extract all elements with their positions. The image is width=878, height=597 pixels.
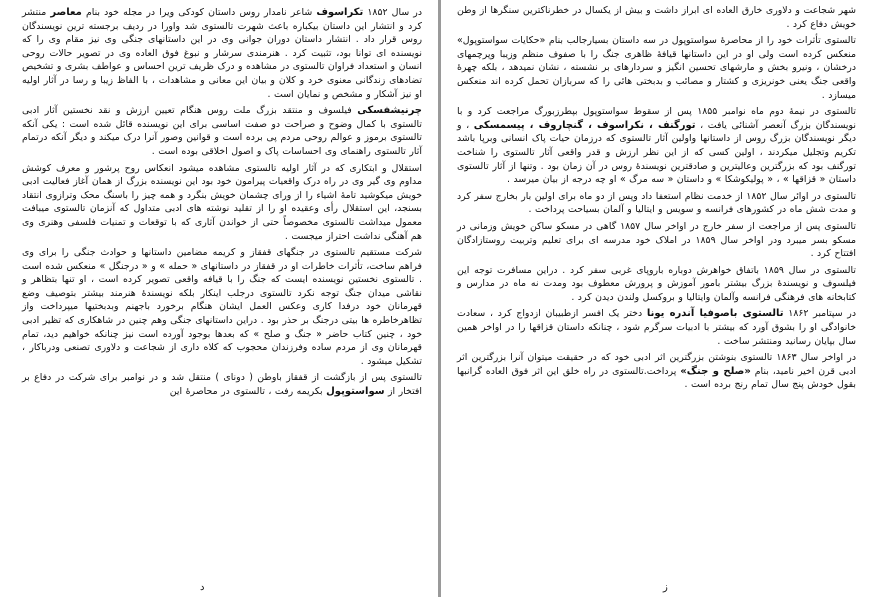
bold-term: چرنیشفسکی [357, 105, 422, 117]
text-run: تالستوی تأثرات خود را از محاصرهٔ سواستوپول در سه داستان بسیارجالب بنام «حکایات سواستوپول» منعکس کرده است ولی او در این داستانها قیافهٔ ظاهری جنگ را با صفوف منظم وزیبا وپرچمهای درخشان ، ونیرو بخش و مارشهای تحسین انگیز و سردارهای بر نشسته ، نشان نمیدهد ، بلکه چهرهٔ واقعی جنگ یعنی خونریزی و کشتار و مصائب و بدبختی هائی را که سربازان تحمل کرده اند منعکس میسازد . [457, 35, 856, 101]
text-run: منتشر کرد و انتشار این داستان بیکباره باعث شهرت تالستوی شد واورا در ردیف برجسته ترین نویسندگان روس قرار داد . انتشار داستان دوران جوانی وی در این داستانهای جنگی وی نیز مقام وی را که نویسنده ای توانا بود، تثبیت کرد . هنرمندی سرشار و نبوغ فوق العاده وی در تصویر حالات روحی انسان و استعداد فراوان تالستوی در مشاهده و درک ظریف ترین احساس و عواطف بشری و تشخیص تضادهای زندگانی معنوی خرد و کلان و بیان این معانی و مشاهدات ، با الفاظ زیبا و رسا در آثار اولیه او نیز آشکار و مشخص و نمایان است . [22, 7, 422, 100]
bold-term: تورگنف ، نکراسوف ، گنچاروف ، پیسمسکی [473, 119, 696, 131]
text-run: تالستوی در سال ۱۸۵۹ باتفاق خواهرش دوباره باروپای غربی سفر کرد . دراین مسافرت توجه این فیلسوف و نویسندهٔ بزرگ بیشتر بامور آموزش و پرورش معطوف بود ومدت نه ماه در مدارس و کتابخانه های فرهنگی فرانسه وآلمان وایتالیا و بروکسل ولندن دیدن کرد . [457, 264, 856, 303]
text-run: فیلسوف و منتقد بزرگ ملت روس هنگام تعیین ارزش و نقد نخستین آثار ادبی تالستوی با کمال وضوح و صراحت دو صفت اساسی برای این نویسنده قائل شده است : یکی آنکه تالستوی برموز و عوالم روحی مردم پی برده است و قوانین وصور آنرا درک میکند و دیگر آنکه درتمام آثار تالستوی راهنمای وی احساسات پاک و اصول اخلاقی بوده است . [22, 105, 422, 157]
paragraph [457, 351, 856, 392]
paragraph [457, 264, 856, 305]
bold-term: تالستوی باصوفیا آندره یونا [646, 308, 784, 320]
text-run: شاعر نامدار روس داستان کودکی ویرا در مجله خود بنام [81, 7, 317, 18]
text-run: ، و دیگر نویسندگان بزرگ روس از داستانها واولین آثار تالستوی که درزمان حیات پاک انسانی وبرپا باشد تکریم وتجلیل میکردند ، اولین کسی که از این نظر ارزش و قدر واقعی آثار تالستوی را شناخت تورگنف بود که بزرگترین وعالیترین و صادقترین نویسندهٔ روس در آن زمان بود . وتنها از آثار تالستوی داستان « قزاقها » ، « پولیکوشکا » و داستان « سه مرگ » او چه درجه از بیان میرسد . [457, 119, 856, 186]
page-number-left: د [200, 582, 205, 593]
paragraph [457, 34, 856, 102]
paragraph [457, 307, 856, 348]
paragraph [457, 105, 856, 187]
page-number-right: ز [663, 582, 668, 593]
bold-term: سواستوپول [326, 386, 385, 398]
text-run: تالستوی پس از مراجعت از سفر خارج در اواخر سال ۱۸۵۷ گاهی در مسکو ساکن خویش وزمانی در مسکو بسر میبرد ودر اواخر سال ۱۸۵۹ در املاک خود مدرسه ای برای تعلیم وتربیت روستازادگان افتتاح کرد . [457, 220, 856, 260]
paragraph [22, 6, 422, 101]
right-page [441, 0, 878, 597]
paragraph [22, 162, 422, 244]
text-run: تالستوی در اوائر سال ۱۸۵۲ از خدمت نظام استعفا داد وپس از دو ماه برای اولین بار بخارج سفر کرد و مدت شش ماه در کشورهای فرانسه و سویس و ایتالیا و آلمان بسیاحت پرداخت . [457, 190, 856, 216]
text-run: پرداخت.تالستوی در راه خلق این اثر فوق العاده گرانبها بقول خودش پنج سال تمام رنج برده است . [457, 365, 856, 391]
paragraph [22, 246, 422, 368]
bold-term: معاصر [50, 7, 82, 18]
text-run: بکریمه رفت ، تالستوی در محاصرهٔ این [169, 386, 327, 398]
text-run: شهر شجاعت و دلاوری خارق العاده ای ابراز داشت و بیش از یکسال در خطرناکترین سنگرها از وطن خویش دفاع کرد . [457, 5, 856, 30]
bold-term: تکراسوف [316, 7, 364, 18]
paragraph [457, 220, 856, 261]
bold-term: «صلح و جنگ» [680, 365, 751, 377]
text-run: تالستوی پس از بازگشت از قفقاز باوطن ( دونای ) منتقل شد و در نوامبر برای شرکت در دفاع بر افتخار از [22, 372, 422, 398]
text-run: استقلال و ابتکاری که در آثار اولیه تالستوی مشاهده میشود انعکاس روح پرشور و معرف کوشش مداوم وی گیر وی در راه درک واقعیات پیرامون خود بود این نویسنده بزرگ از همان آغاز فعالیت ادبی خویش میکوشید تامهٔ اشیاء را از ورای چشمان خویش بنگرد و همه چیز را باسنگ محک وترازوی انتقاد بسنجد، این استقلال رأی وعقیده او را از تقلید نوشته های ادبی متداول که آنزمان تالستوی میبافت معمول میداشت تالستوی مخصوصاً حتی از خواندن آثاری که با توقعات و تمنیات فلسفی وهنری وی هم آهنگی نداشت احتراز میجست . [22, 162, 422, 242]
paragraph [22, 371, 422, 398]
left-page [0, 0, 438, 597]
paragraph [457, 4, 856, 31]
paragraph [457, 190, 856, 217]
paragraph [22, 104, 422, 158]
text-run: شرکت مستقیم تالستوی در جنگهای قفقاز و کریمه مضامین داستانها و حوادث جنگی را برای وی فراهم ساخت، تأثرات خاطرات او در قفقاز در داستانهای « حمله » و « درجنگل » منعکس شده است . تالستوی نخستین نویسنده ایست که جنگ را با قیافه واقعی تصویر کرده است ، او تنها بتظاهر و نقاشی میدان جنگ توجه نکرد تالستوی درجلب اینکار بلکه نویسندهٔ هنرمند بیشتر بتوصیف وضع قهرمانان خود درفدا کاری وعکس العمل ایشان هنگام برخورد باجهنم وبدبختیها میپرداخت واز تظاهرخاطره ها بیتی درجنگ بر حذر بود . دراین داستانهای جنگی وهم چنین در شاهکاری که تظیر ادبی خود ، چنین کتاب حاضر « جنگ و صلح » که بعدها بوجود آورده است نیز چنانکه خواهیم دید، تمام قهرمانان وی از مردم ساده وفرزندان محجوب که کلاه داری از شجاعت و دلاوری تصنعی ودرباکار ، تشکیل میشود . [22, 247, 422, 367]
text-run: دختر یک افسر ازطبیبان ازدواج کرد ، سعادت خانوادگی او را بشوق آورد که بیشتر با ادبیات سرگرم شود ، چنانکه داستان قزاقها را در اواخر همین سال بپایان رسانید ومنتشر ساخت . [457, 308, 856, 347]
text-run: در سال ۱۸۵۲ [363, 7, 423, 18]
text-run: در اواخر سال ۱۸۶۳ تالستوی بنوشتن بزرگترین اثر ادبی خود که در حقیقت میتوان آنرا بزرگترین اثر ادبی قرن اخیر نامید، بنام [457, 352, 856, 377]
text-run: تالستوی در نیمهٔ دوم ماه نوامبر ۱۸۵۵ پس از سقوط سواستوپول بپطرزبورگ مراجعت کرد و با نویسندگان بزرگ آنعصر آشنائی یافت ، [457, 106, 856, 131]
text-run: در سپتامبر ۱۸۶۲ [783, 308, 857, 320]
